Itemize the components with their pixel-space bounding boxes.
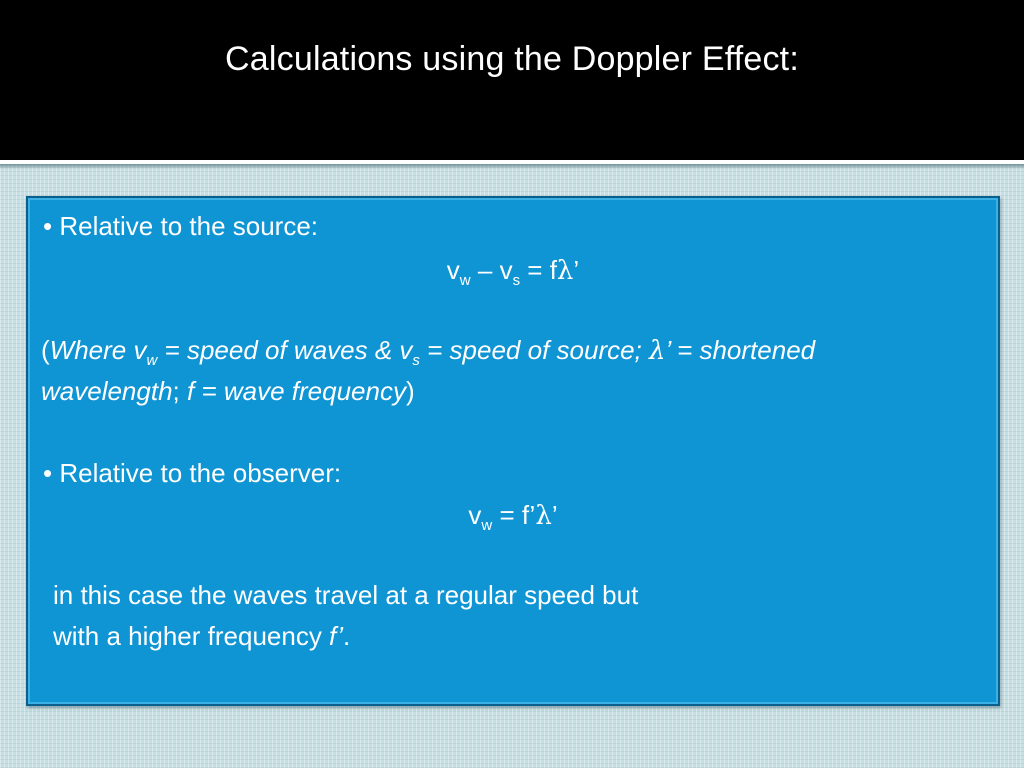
eq-source-minus: – — [470, 255, 500, 285]
where-sub-w: w — [146, 352, 158, 369]
where-line-1 — [41, 335, 816, 369]
eq-source-v2: v — [499, 255, 513, 285]
where-wavelength: wavelength — [41, 376, 173, 406]
slide-title: Calculations using the Doppler Effect: — [225, 40, 799, 78]
eq-observer-v: v — [468, 500, 482, 530]
content-box — [26, 196, 1000, 706]
where-semicolon: ; — [172, 376, 187, 406]
eq-source-equals: = f — [520, 255, 557, 285]
eq-observer-equals: = f’ — [492, 500, 536, 530]
eq-observer-prime: ’ — [551, 500, 558, 530]
case-line-1: in this case the waves travel at a regular speed but — [53, 580, 639, 610]
eq-observer-sub-w: w — [481, 517, 493, 534]
where-speed-source: = speed of source; — [419, 335, 650, 365]
eq-source-v: v — [446, 255, 460, 285]
equation-observer — [28, 500, 998, 534]
case-f-prime: f’ — [329, 621, 344, 651]
eq-observer-lambda: λ — [535, 501, 552, 531]
where-close-paren: ) — [405, 376, 415, 406]
bullet-relative-to-source: • Relative to the source: — [43, 211, 319, 241]
where-shortened: ’ = shortened — [665, 335, 816, 365]
where-sub-s: s — [412, 352, 420, 369]
eq-source-lambda: λ — [556, 256, 574, 286]
where-lambda: λ — [649, 336, 666, 366]
bullet-relative-to-observer: • Relative to the observer: — [43, 458, 342, 488]
case-line-2 — [53, 621, 350, 651]
eq-source-prime: ’ — [573, 255, 580, 285]
title-divider-shadow — [0, 164, 1024, 169]
where-line-2 — [41, 376, 415, 406]
equation-source — [28, 255, 998, 289]
title-bar — [0, 0, 1024, 160]
where-open-paren: ( — [41, 335, 50, 365]
where-speed-waves: = speed of waves & v — [157, 335, 413, 365]
where-v: Where v — [49, 335, 147, 365]
where-frequency: f = wave frequency — [187, 376, 406, 406]
eq-source-sub-s: s — [512, 272, 521, 289]
case-period: . — [343, 621, 351, 651]
eq-source-sub-w: w — [459, 272, 471, 289]
case-text: with a higher frequency — [53, 621, 330, 651]
